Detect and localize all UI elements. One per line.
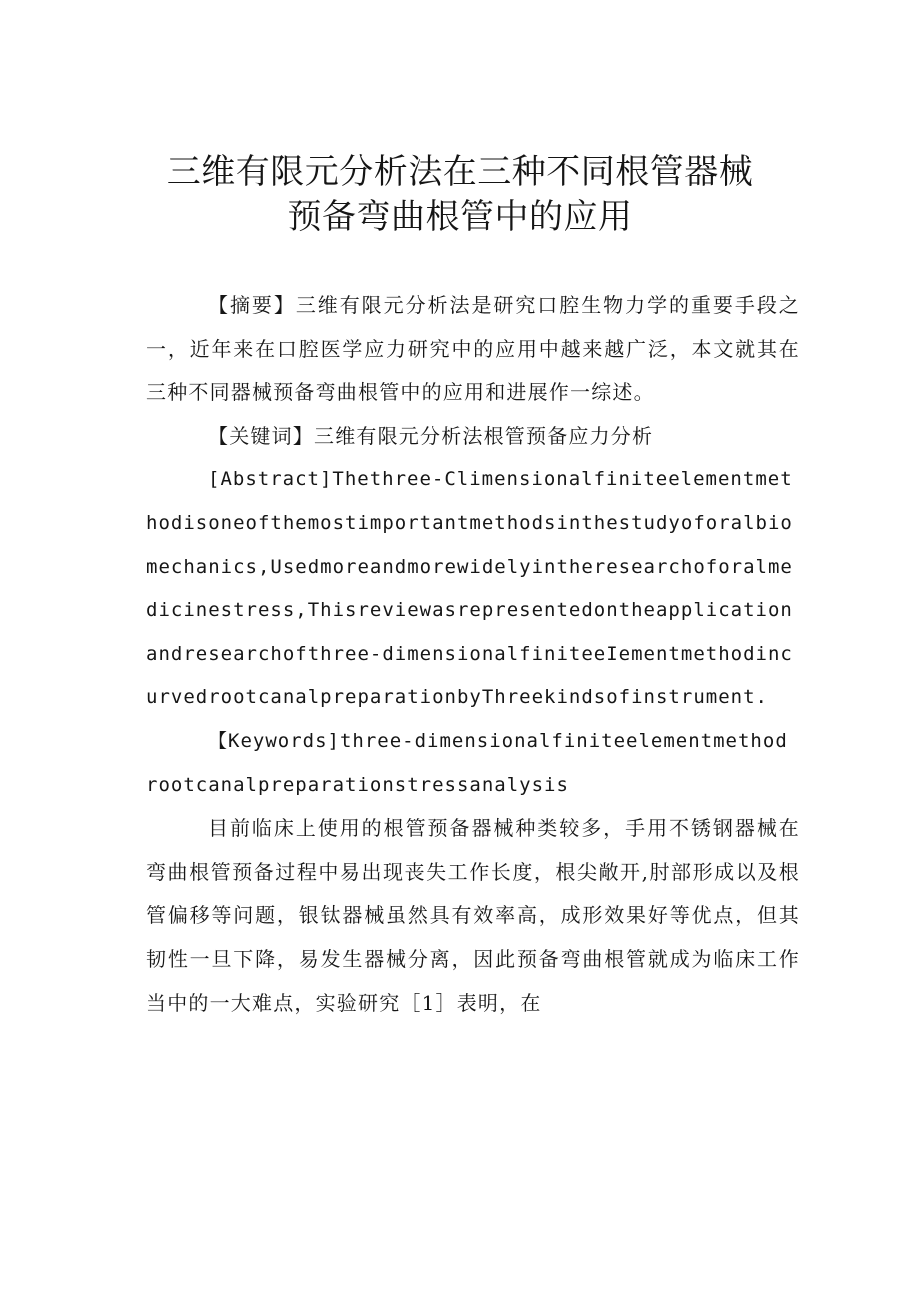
body-paragraph-1: 目前临床上使用的根管预备器械种类较多，手用不锈钢器械在弯曲根管预备过程中易出现丧失工作长度，根尖敞开,肘部形成以及根管偏移等问题，银钛器械虽然具有效率高，成形效果好等优点，但其韧性一旦下降，易发生器械分离，因此预备弯曲根管就成为临床工作当中的一大难点，实验研究［1］表明，在	[146, 816, 800, 1015]
keywords-english: 【Keywords]three-dimensionalfiniteelementmethodrootcanalpreparationstressanalysis	[146, 729, 788, 796]
document-title	[120, 150, 800, 240]
abstract-chinese: 【摘要】三维有限元分析法是研究口腔生物力学的重要手段之一，近年来在口腔医学应力研究中的应用中越来越广泛，本文就其在三种不同器械预备弯曲根管中的应用和进展作一综述。	[146, 293, 800, 405]
document-body	[146, 284, 800, 1025]
abstract-english: [Abstract]Thethree-Climensionalfiniteelementmethodisoneofthemostimportantmethodsinthestudyoforalbiomechanics,Usedmoreandmorewidelyintheresearchoforalmedicinestress,Thisreviewasrepresentedontheapplicationandresearchofthree-dimensionalfiniteeIementmethodincurvedrootcanalpreparationbyThreekindsofinstrument.	[146, 468, 793, 709]
title-line-1: 三维有限元分析法在三种不同根管器械	[166, 152, 754, 192]
keywords-chinese: 【关键词】三维有限元分析法根管预备应力分析	[208, 423, 654, 448]
title-line-2: 预备弯曲根管中的应用	[287, 197, 633, 237]
